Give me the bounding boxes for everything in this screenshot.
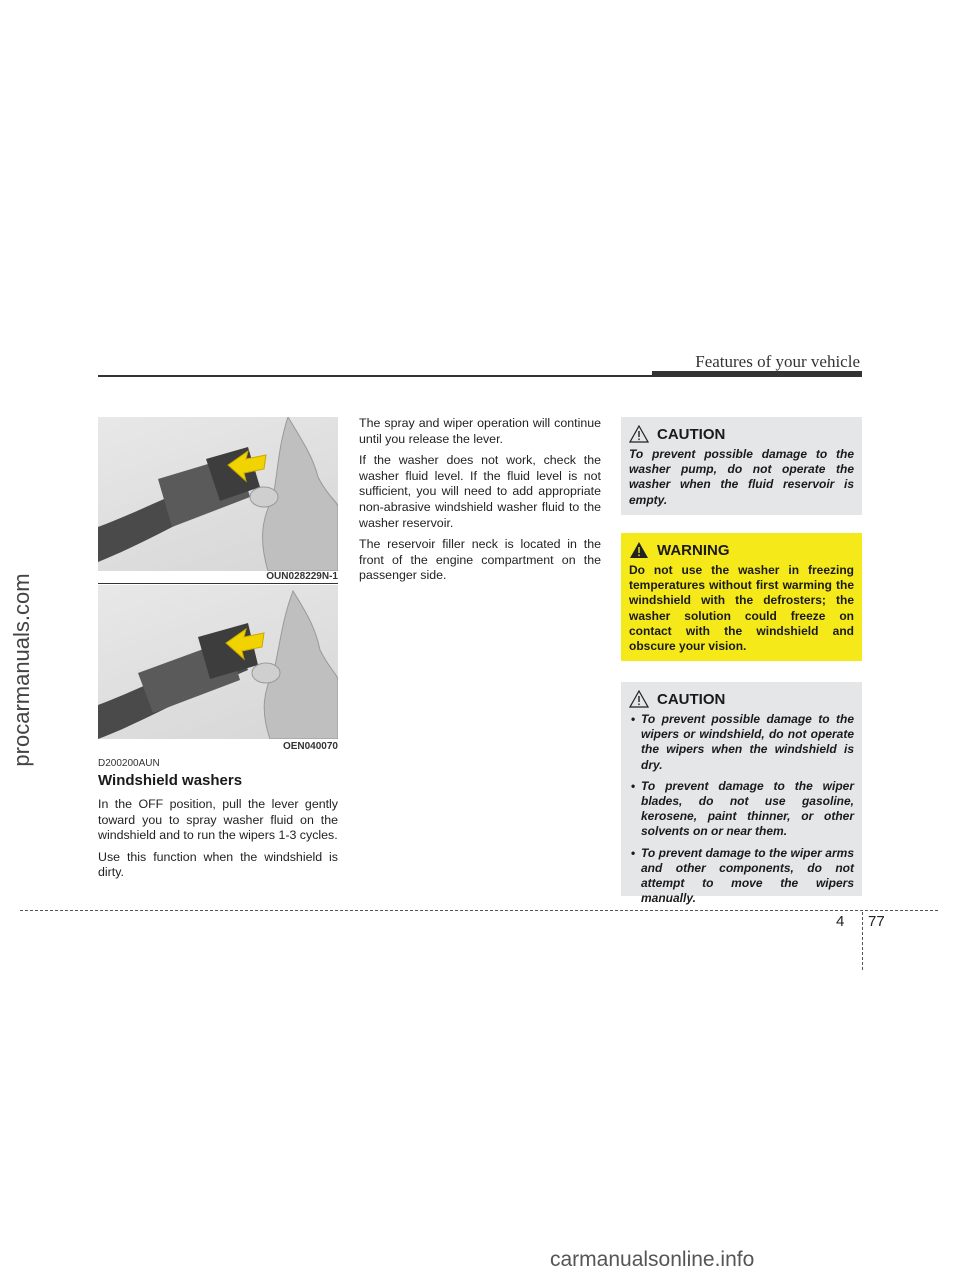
caution-heading (629, 690, 854, 708)
right-paragraph: The reservoir filler neck is located in the front of the engine compartment on the passenger side. (359, 537, 601, 583)
figure-a-rule (98, 583, 338, 584)
caution-list (629, 712, 854, 906)
warning-box (621, 533, 862, 661)
figure-a-image (98, 417, 338, 571)
footer-watermark: carmanualsonline.info (550, 1248, 755, 1271)
warning-heading (629, 541, 854, 559)
wiper-lever-illustration-b (98, 585, 338, 739)
caution-title: CAUTION (657, 690, 726, 708)
figure-a-code: OUN028229N-1 (266, 571, 338, 582)
right-paragraph: The spray and wiper operation will continue until you release the lever. (359, 416, 601, 446)
page-chapter: 4 (836, 913, 845, 930)
figure-b-image (98, 585, 338, 739)
footer-dashed-divider (862, 912, 863, 970)
left-body-text (98, 797, 338, 887)
figure-b-code: OEN040070 (282, 741, 338, 752)
caution-box-pump (621, 417, 862, 515)
warning-title: WARNING (657, 541, 730, 559)
right-paragraph: If the washer does not work, check the washer fluid level. If the fluid level is not sufficient, you will need to add appropriate non-abrasive windshield washer fluid to the washer reservoir. (359, 453, 601, 530)
warning-text: Do not use the washer in freezing temperatures without first warming the windshield with the defrosters; the washer solution could freeze on contact with the windshield and obscure your vision. (629, 563, 854, 654)
right-body-text (359, 416, 601, 590)
caution-heading (629, 425, 854, 443)
left-paragraph: In the OFF position, pull the lever gently toward you to spray washer fluid on the windshield and to run the wipers 1-3 cycles. (98, 797, 338, 843)
warning-triangle-icon (629, 541, 649, 559)
caution-list-item: • To prevent damage to the wiper blades, do not use gasoline, kerosene, paint thinner, or other solvents on or near them. (629, 779, 854, 840)
wiper-lever-illustration-a (98, 417, 338, 571)
caution-list-item: • To prevent possible damage to the wipers or windshield, do not operate the wipers when the windshield is dry. (629, 712, 854, 773)
header-tab (652, 371, 862, 377)
caution-box-wipers (621, 682, 862, 906)
left-paragraph: Use this function when the windshield is dirty. (98, 849, 338, 880)
caution-triangle-icon (629, 425, 649, 443)
caution-title: CAUTION (657, 425, 726, 443)
footer-dashed-rule (20, 910, 938, 911)
side-watermark (2, 520, 42, 820)
caution-list-item: • To prevent damage to the wiper arms and other components, do not attempt to move the wipers manually. (629, 846, 854, 907)
caution-text: To prevent possible damage to the washer pump, do not operate the washer when the fluid reservoir is empty. (629, 447, 854, 507)
section-title: Windshield washers (98, 772, 243, 789)
side-watermark-text: procarmanuals.com (9, 573, 34, 767)
caution-triangle-icon (629, 690, 649, 708)
page-number: 77 (868, 913, 885, 930)
section-code: D200200AUN (98, 758, 160, 769)
chapter-title: Features of your vehicle (695, 352, 860, 371)
